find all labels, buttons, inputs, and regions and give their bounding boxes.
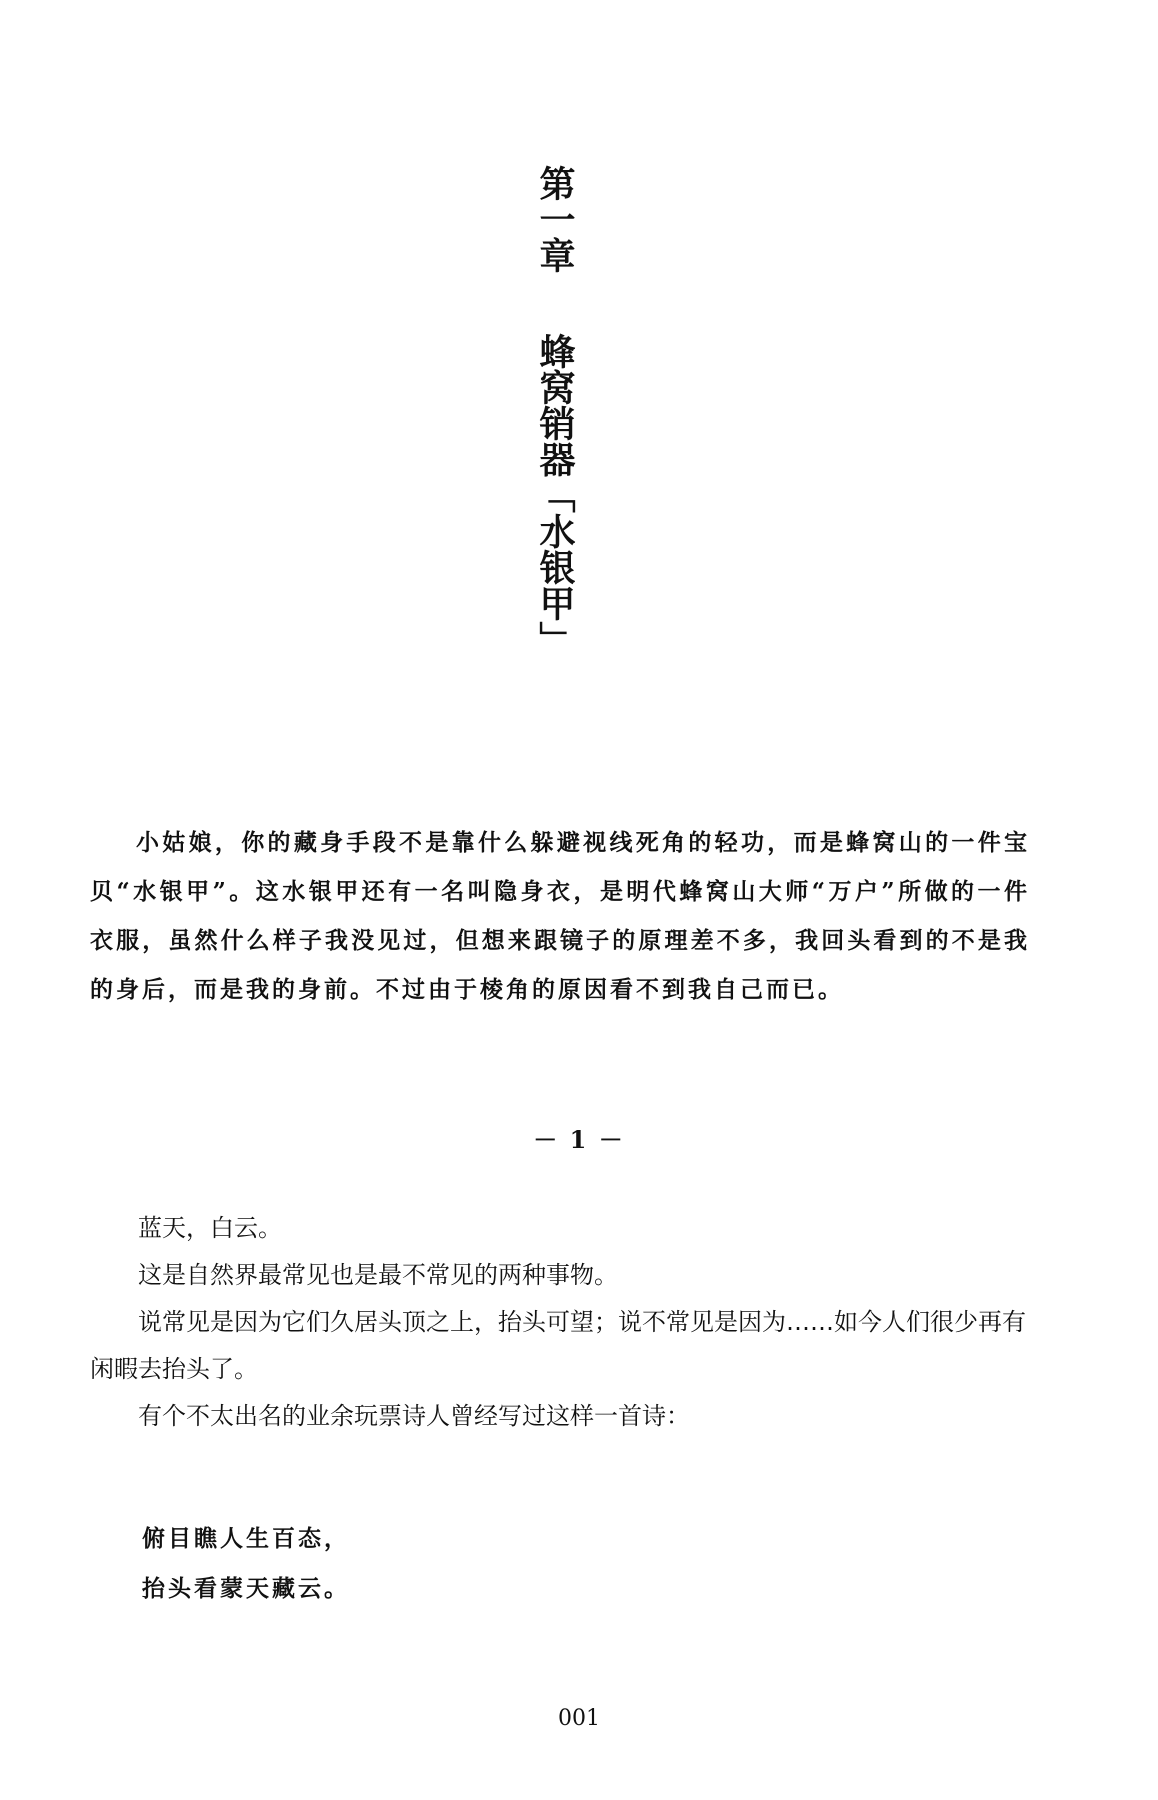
chapter-name: 蜂窝销器「水银甲」 (534, 333, 575, 657)
poem (142, 1514, 350, 1614)
paragraph: 蓝天，白云。 (138, 1214, 282, 1242)
paragraph: 这是自然界最常见也是最不常见的两种事物。 (138, 1261, 618, 1289)
poem-line: 俯目瞧人生百态， (142, 1525, 350, 1552)
body-text (90, 1205, 1030, 1440)
epigraph: 小姑娘，你的藏身手段不是靠什么躲避视线死角的轻功，而是蜂窝山的一件宝贝“水银甲”。这水银甲还有一名叫隐身衣，是明代蜂窝山大师“万户”所做的一件衣服，虽然什么样子我没见过，但想来跟镜子的原理差不多，我回头看到的不是我的身后，而是我的身前。不过由于棱角的原因看不到我自己而已。 (90, 829, 1030, 1003)
poem-line: 抬头看蒙天藏云。 (142, 1575, 350, 1602)
chapter-number: 第一章 (534, 165, 575, 273)
chapter-title (532, 165, 576, 657)
section-number: － 1 － (533, 1125, 625, 1154)
paragraph: 有个不太出名的业余玩票诗人曾经写过这样一首诗： (138, 1402, 690, 1430)
page-number: 001 (558, 1706, 600, 1731)
paragraph: 说常见是因为它们久居头顶之上，抬头可望；说不常见是因为……如今人们很少再有闲暇去抬头了。 (90, 1308, 1026, 1383)
